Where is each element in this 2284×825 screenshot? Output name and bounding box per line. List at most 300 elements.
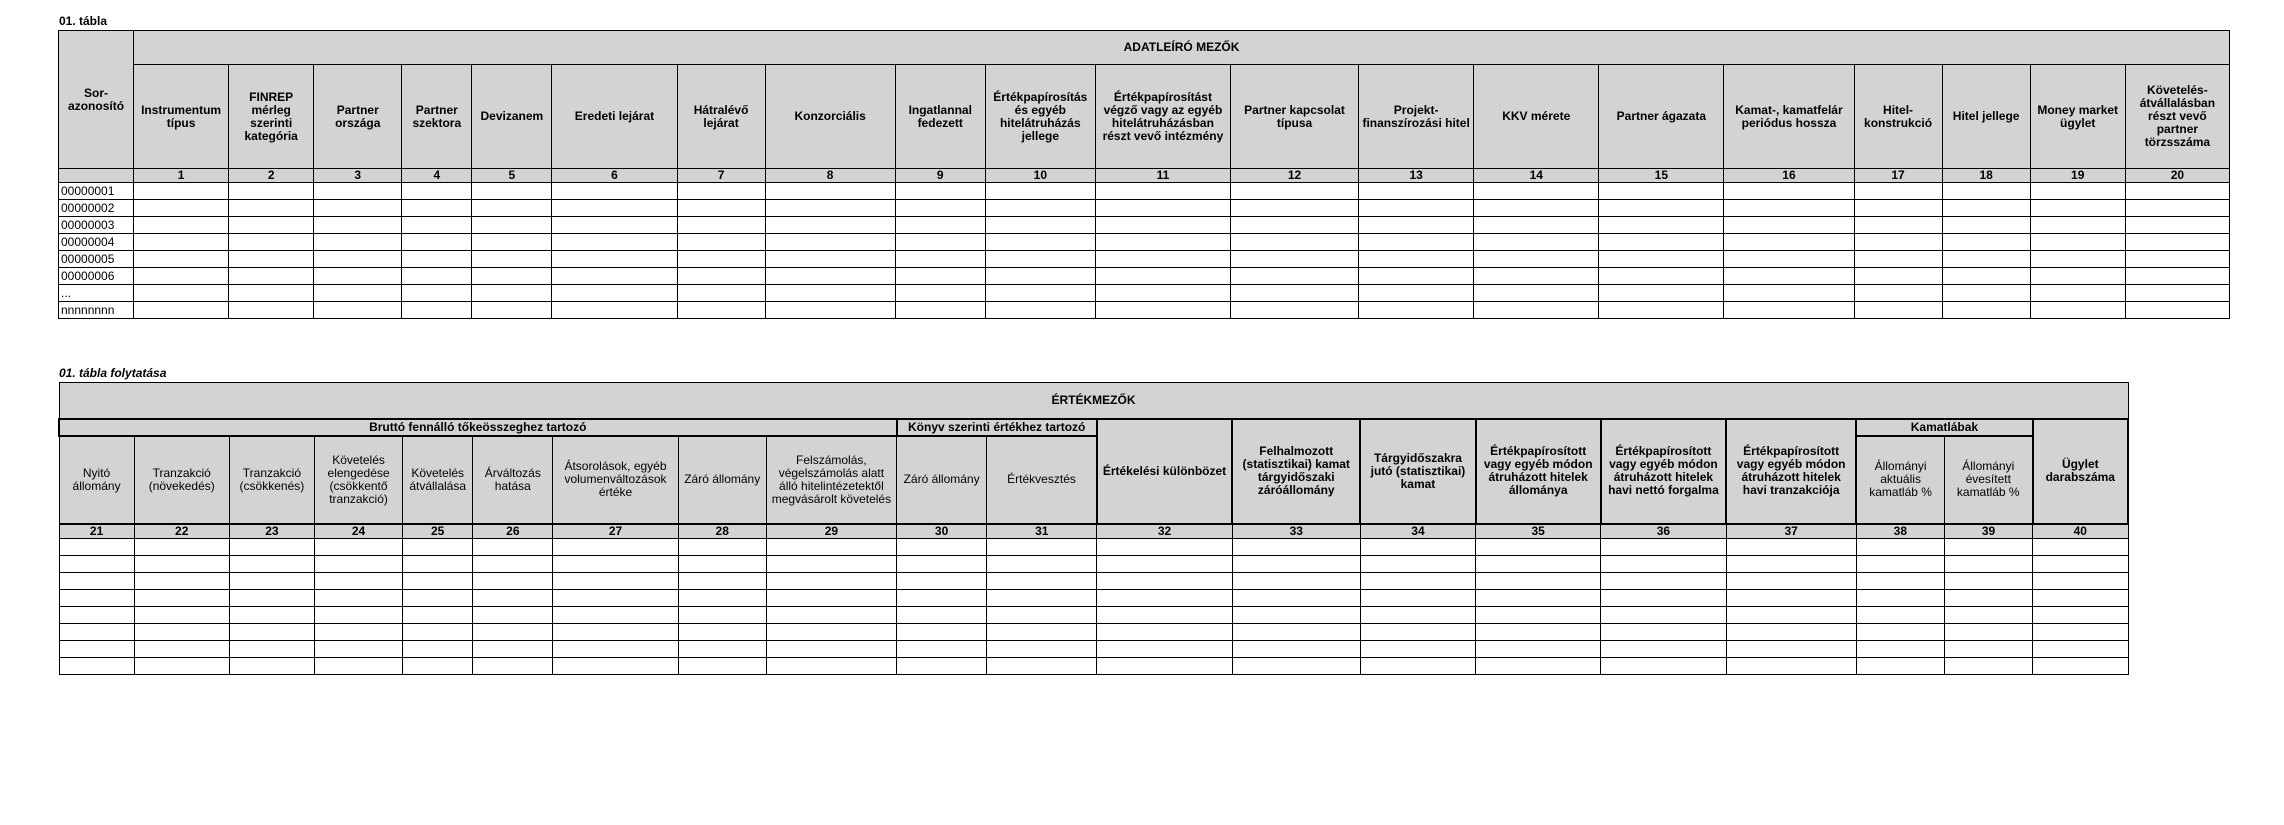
data-cell[interactable]	[134, 268, 229, 285]
data-cell[interactable]	[1474, 217, 1599, 234]
data-cell[interactable]	[2030, 183, 2125, 200]
data-cell[interactable]	[1095, 302, 1230, 319]
data-cell[interactable]	[1854, 268, 1942, 285]
data-cell[interactable]	[1726, 623, 1856, 640]
data-cell[interactable]	[473, 572, 553, 589]
data-cell[interactable]	[1599, 234, 1724, 251]
data-cell[interactable]	[229, 538, 314, 555]
data-cell[interactable]	[59, 555, 134, 572]
data-cell[interactable]	[1724, 200, 1854, 217]
data-cell[interactable]	[314, 589, 402, 606]
data-cell[interactable]	[1856, 606, 1944, 623]
data-cell[interactable]	[1097, 538, 1232, 555]
data-cell[interactable]	[229, 285, 314, 302]
data-cell[interactable]	[552, 217, 677, 234]
data-cell[interactable]	[403, 572, 473, 589]
data-cell[interactable]	[897, 538, 987, 555]
data-cell[interactable]	[229, 251, 314, 268]
data-cell[interactable]	[766, 589, 896, 606]
data-cell[interactable]	[765, 251, 895, 268]
data-cell[interactable]	[1944, 657, 2032, 674]
data-cell[interactable]	[402, 302, 472, 319]
data-cell[interactable]	[1474, 183, 1599, 200]
data-cell[interactable]	[1097, 623, 1232, 640]
data-cell[interactable]	[314, 200, 402, 217]
data-cell[interactable]	[1095, 285, 1230, 302]
data-cell[interactable]	[403, 555, 473, 572]
data-cell[interactable]	[1230, 234, 1358, 251]
data-cell[interactable]	[897, 640, 987, 657]
data-cell[interactable]	[314, 555, 402, 572]
data-cell[interactable]	[1360, 657, 1475, 674]
data-cell[interactable]	[134, 234, 229, 251]
data-cell[interactable]	[2125, 268, 2229, 285]
data-cell[interactable]	[1359, 200, 1474, 217]
data-cell[interactable]	[1942, 251, 2030, 268]
data-cell[interactable]	[678, 555, 766, 572]
data-cell[interactable]	[1476, 538, 1601, 555]
data-cell[interactable]	[2030, 217, 2125, 234]
data-cell[interactable]	[1230, 217, 1358, 234]
data-cell[interactable]	[552, 183, 677, 200]
data-cell[interactable]	[314, 285, 402, 302]
data-cell[interactable]	[59, 538, 134, 555]
data-cell[interactable]	[472, 302, 552, 319]
data-cell[interactable]	[678, 572, 766, 589]
data-cell[interactable]	[766, 572, 896, 589]
data-cell[interactable]	[1724, 302, 1854, 319]
data-cell[interactable]	[2125, 183, 2229, 200]
data-cell[interactable]	[1359, 183, 1474, 200]
data-cell[interactable]	[472, 217, 552, 234]
data-cell[interactable]	[897, 555, 987, 572]
data-cell[interactable]	[1724, 217, 1854, 234]
data-cell[interactable]	[1359, 285, 1474, 302]
data-cell[interactable]	[229, 183, 314, 200]
data-cell[interactable]	[1232, 606, 1360, 623]
data-cell[interactable]	[473, 640, 553, 657]
data-cell[interactable]	[553, 606, 678, 623]
data-cell[interactable]	[1724, 285, 1854, 302]
data-cell[interactable]	[2030, 268, 2125, 285]
data-cell[interactable]	[1360, 572, 1475, 589]
data-cell[interactable]	[1854, 217, 1942, 234]
data-cell[interactable]	[314, 657, 402, 674]
data-cell[interactable]	[1944, 589, 2032, 606]
data-cell[interactable]	[1724, 183, 1854, 200]
data-cell[interactable]	[2125, 234, 2229, 251]
data-cell[interactable]	[897, 606, 987, 623]
data-cell[interactable]	[134, 589, 229, 606]
data-cell[interactable]	[1942, 302, 2030, 319]
data-cell[interactable]	[1476, 640, 1601, 657]
data-cell[interactable]	[1856, 589, 1944, 606]
data-cell[interactable]	[1360, 538, 1475, 555]
data-cell[interactable]	[677, 268, 765, 285]
data-cell[interactable]	[678, 623, 766, 640]
data-cell[interactable]	[134, 657, 229, 674]
data-cell[interactable]	[553, 589, 678, 606]
data-cell[interactable]	[1097, 572, 1232, 589]
data-cell[interactable]	[895, 234, 985, 251]
data-cell[interactable]	[1095, 200, 1230, 217]
data-cell[interactable]	[1360, 555, 1475, 572]
data-cell[interactable]	[1232, 640, 1360, 657]
data-cell[interactable]	[678, 606, 766, 623]
data-cell[interactable]	[1474, 268, 1599, 285]
data-cell[interactable]	[2030, 285, 2125, 302]
data-cell[interactable]	[1854, 285, 1942, 302]
data-cell[interactable]	[229, 589, 314, 606]
data-cell[interactable]	[1601, 538, 1726, 555]
data-cell[interactable]	[403, 640, 473, 657]
data-cell[interactable]	[59, 657, 134, 674]
data-cell[interactable]	[472, 183, 552, 200]
data-cell[interactable]	[765, 285, 895, 302]
data-cell[interactable]	[473, 555, 553, 572]
data-cell[interactable]	[1856, 538, 1944, 555]
data-cell[interactable]	[678, 657, 766, 674]
data-cell[interactable]	[1230, 183, 1358, 200]
data-cell[interactable]	[766, 623, 896, 640]
data-cell[interactable]	[552, 251, 677, 268]
data-cell[interactable]	[1942, 285, 2030, 302]
data-cell[interactable]	[402, 234, 472, 251]
data-cell[interactable]	[1232, 572, 1360, 589]
data-cell[interactable]	[553, 640, 678, 657]
data-cell[interactable]	[765, 183, 895, 200]
data-cell[interactable]	[229, 555, 314, 572]
data-cell[interactable]	[1599, 251, 1724, 268]
data-cell[interactable]	[765, 268, 895, 285]
data-cell[interactable]	[1726, 606, 1856, 623]
data-cell[interactable]	[1726, 657, 1856, 674]
data-cell[interactable]	[895, 285, 985, 302]
data-cell[interactable]	[314, 623, 402, 640]
data-cell[interactable]	[1474, 302, 1599, 319]
data-cell[interactable]	[314, 183, 402, 200]
data-cell[interactable]	[987, 640, 1097, 657]
data-cell[interactable]	[1474, 285, 1599, 302]
data-cell[interactable]	[402, 217, 472, 234]
data-cell[interactable]	[134, 251, 229, 268]
data-cell[interactable]	[1724, 251, 1854, 268]
data-cell[interactable]	[1944, 572, 2032, 589]
data-cell[interactable]	[987, 657, 1097, 674]
data-cell[interactable]	[134, 606, 229, 623]
data-cell[interactable]	[1230, 251, 1358, 268]
data-cell[interactable]	[1944, 640, 2032, 657]
data-cell[interactable]	[314, 251, 402, 268]
data-cell[interactable]	[1724, 268, 1854, 285]
data-cell[interactable]	[1359, 302, 1474, 319]
data-cell[interactable]	[314, 302, 402, 319]
data-cell[interactable]	[765, 200, 895, 217]
data-cell[interactable]	[472, 285, 552, 302]
data-cell[interactable]	[1944, 606, 2032, 623]
data-cell[interactable]	[1601, 572, 1726, 589]
data-cell[interactable]	[1360, 640, 1475, 657]
data-cell[interactable]	[2033, 555, 2128, 572]
data-cell[interactable]	[2125, 200, 2229, 217]
data-cell[interactable]	[1097, 555, 1232, 572]
data-cell[interactable]	[1232, 623, 1360, 640]
data-cell[interactable]	[766, 555, 896, 572]
data-cell[interactable]	[229, 234, 314, 251]
data-cell[interactable]	[553, 623, 678, 640]
data-cell[interactable]	[1601, 606, 1726, 623]
data-cell[interactable]	[985, 302, 1095, 319]
data-cell[interactable]	[985, 251, 1095, 268]
data-cell[interactable]	[677, 183, 765, 200]
data-cell[interactable]	[402, 251, 472, 268]
data-cell[interactable]	[765, 302, 895, 319]
data-cell[interactable]	[1854, 302, 1942, 319]
data-cell[interactable]	[1854, 200, 1942, 217]
data-cell[interactable]	[1942, 183, 2030, 200]
data-cell[interactable]	[678, 589, 766, 606]
data-cell[interactable]	[59, 640, 134, 657]
data-cell[interactable]	[2030, 234, 2125, 251]
data-cell[interactable]	[229, 572, 314, 589]
data-cell[interactable]	[677, 234, 765, 251]
data-cell[interactable]	[985, 200, 1095, 217]
data-cell[interactable]	[1942, 217, 2030, 234]
data-cell[interactable]	[403, 657, 473, 674]
data-cell[interactable]	[59, 623, 134, 640]
data-cell[interactable]	[1724, 234, 1854, 251]
data-cell[interactable]	[1856, 657, 1944, 674]
data-cell[interactable]	[2033, 640, 2128, 657]
data-cell[interactable]	[1359, 217, 1474, 234]
data-cell[interactable]	[472, 251, 552, 268]
data-cell[interactable]	[1474, 251, 1599, 268]
data-cell[interactable]	[314, 268, 402, 285]
data-cell[interactable]	[1232, 555, 1360, 572]
data-cell[interactable]	[314, 640, 402, 657]
data-cell[interactable]	[985, 285, 1095, 302]
data-cell[interactable]	[472, 234, 552, 251]
data-cell[interactable]	[403, 589, 473, 606]
data-cell[interactable]	[134, 623, 229, 640]
data-cell[interactable]	[229, 606, 314, 623]
data-cell[interactable]	[1856, 640, 1944, 657]
data-cell[interactable]	[1599, 285, 1724, 302]
data-cell[interactable]	[2033, 623, 2128, 640]
data-cell[interactable]	[1726, 640, 1856, 657]
data-cell[interactable]	[473, 623, 553, 640]
data-cell[interactable]	[2125, 285, 2229, 302]
data-cell[interactable]	[473, 657, 553, 674]
data-cell[interactable]	[1359, 251, 1474, 268]
data-cell[interactable]	[1601, 623, 1726, 640]
data-cell[interactable]	[987, 555, 1097, 572]
data-cell[interactable]	[1476, 657, 1601, 674]
data-cell[interactable]	[1942, 268, 2030, 285]
data-cell[interactable]	[134, 538, 229, 555]
data-cell[interactable]	[897, 623, 987, 640]
data-cell[interactable]	[1359, 234, 1474, 251]
data-cell[interactable]	[1856, 623, 1944, 640]
data-cell[interactable]	[677, 285, 765, 302]
data-cell[interactable]	[59, 589, 134, 606]
data-cell[interactable]	[677, 302, 765, 319]
data-cell[interactable]	[1232, 538, 1360, 555]
data-cell[interactable]	[1232, 589, 1360, 606]
data-cell[interactable]	[472, 200, 552, 217]
data-cell[interactable]	[1095, 217, 1230, 234]
data-cell[interactable]	[1856, 555, 1944, 572]
data-cell[interactable]	[1097, 640, 1232, 657]
data-cell[interactable]	[1599, 183, 1724, 200]
data-cell[interactable]	[314, 606, 402, 623]
data-cell[interactable]	[473, 606, 553, 623]
data-cell[interactable]	[1230, 285, 1358, 302]
data-cell[interactable]	[134, 217, 229, 234]
data-cell[interactable]	[1856, 572, 1944, 589]
data-cell[interactable]	[1726, 555, 1856, 572]
data-cell[interactable]	[987, 623, 1097, 640]
data-cell[interactable]	[402, 200, 472, 217]
data-cell[interactable]	[553, 657, 678, 674]
data-cell[interactable]	[1360, 623, 1475, 640]
data-cell[interactable]	[229, 657, 314, 674]
data-cell[interactable]	[553, 555, 678, 572]
data-cell[interactable]	[402, 183, 472, 200]
data-cell[interactable]	[2030, 251, 2125, 268]
data-cell[interactable]	[1599, 217, 1724, 234]
data-cell[interactable]	[1095, 183, 1230, 200]
data-cell[interactable]	[2033, 538, 2128, 555]
data-cell[interactable]	[1726, 589, 1856, 606]
data-cell[interactable]	[1944, 555, 2032, 572]
data-cell[interactable]	[552, 234, 677, 251]
data-cell[interactable]	[1359, 268, 1474, 285]
data-cell[interactable]	[1944, 623, 2032, 640]
data-cell[interactable]	[1476, 572, 1601, 589]
data-cell[interactable]	[1360, 606, 1475, 623]
data-cell[interactable]	[1599, 200, 1724, 217]
data-cell[interactable]	[895, 268, 985, 285]
data-cell[interactable]	[134, 302, 229, 319]
data-cell[interactable]	[403, 606, 473, 623]
data-cell[interactable]	[314, 538, 402, 555]
data-cell[interactable]	[1726, 572, 1856, 589]
data-cell[interactable]	[59, 572, 134, 589]
data-cell[interactable]	[1599, 268, 1724, 285]
data-cell[interactable]	[1230, 268, 1358, 285]
data-cell[interactable]	[229, 217, 314, 234]
data-cell[interactable]	[897, 572, 987, 589]
data-cell[interactable]	[134, 572, 229, 589]
data-cell[interactable]	[1095, 251, 1230, 268]
data-cell[interactable]	[1599, 302, 1724, 319]
data-cell[interactable]	[677, 251, 765, 268]
data-cell[interactable]	[2033, 589, 2128, 606]
data-cell[interactable]	[987, 606, 1097, 623]
data-cell[interactable]	[987, 572, 1097, 589]
data-cell[interactable]	[895, 200, 985, 217]
data-cell[interactable]	[1726, 538, 1856, 555]
data-cell[interactable]	[1474, 200, 1599, 217]
data-cell[interactable]	[1095, 268, 1230, 285]
data-cell[interactable]	[2033, 606, 2128, 623]
data-cell[interactable]	[314, 217, 402, 234]
data-cell[interactable]	[1476, 606, 1601, 623]
data-cell[interactable]	[677, 200, 765, 217]
data-cell[interactable]	[765, 234, 895, 251]
data-cell[interactable]	[552, 200, 677, 217]
data-cell[interactable]	[1601, 657, 1726, 674]
data-cell[interactable]	[2125, 302, 2229, 319]
data-cell[interactable]	[403, 623, 473, 640]
data-cell[interactable]	[985, 183, 1095, 200]
data-cell[interactable]	[895, 302, 985, 319]
data-cell[interactable]	[229, 200, 314, 217]
data-cell[interactable]	[134, 285, 229, 302]
data-cell[interactable]	[1942, 234, 2030, 251]
data-cell[interactable]	[134, 200, 229, 217]
data-cell[interactable]	[985, 217, 1095, 234]
data-cell[interactable]	[552, 285, 677, 302]
data-cell[interactable]	[895, 251, 985, 268]
data-cell[interactable]	[678, 640, 766, 657]
data-cell[interactable]	[1601, 589, 1726, 606]
data-cell[interactable]	[552, 268, 677, 285]
data-cell[interactable]	[1601, 640, 1726, 657]
data-cell[interactable]	[1097, 606, 1232, 623]
data-cell[interactable]	[403, 538, 473, 555]
data-cell[interactable]	[1097, 589, 1232, 606]
data-cell[interactable]	[134, 555, 229, 572]
data-cell[interactable]	[1230, 302, 1358, 319]
data-cell[interactable]	[552, 302, 677, 319]
data-cell[interactable]	[2125, 251, 2229, 268]
data-cell[interactable]	[473, 589, 553, 606]
data-cell[interactable]	[987, 589, 1097, 606]
data-cell[interactable]	[766, 606, 896, 623]
data-cell[interactable]	[1942, 200, 2030, 217]
data-cell[interactable]	[985, 234, 1095, 251]
data-cell[interactable]	[766, 538, 896, 555]
data-cell[interactable]	[2033, 572, 2128, 589]
data-cell[interactable]	[1854, 251, 1942, 268]
data-cell[interactable]	[1476, 589, 1601, 606]
data-cell[interactable]	[229, 640, 314, 657]
data-cell[interactable]	[895, 217, 985, 234]
data-cell[interactable]	[134, 640, 229, 657]
data-cell[interactable]	[678, 538, 766, 555]
data-cell[interactable]	[59, 606, 134, 623]
data-cell[interactable]	[1476, 623, 1601, 640]
data-cell[interactable]	[1097, 657, 1232, 674]
data-cell[interactable]	[987, 538, 1097, 555]
data-cell[interactable]	[1232, 657, 1360, 674]
data-cell[interactable]	[2033, 657, 2128, 674]
data-cell[interactable]	[134, 183, 229, 200]
data-cell[interactable]	[1601, 555, 1726, 572]
data-cell[interactable]	[766, 640, 896, 657]
data-cell[interactable]	[1854, 234, 1942, 251]
data-cell[interactable]	[895, 183, 985, 200]
data-cell[interactable]	[553, 572, 678, 589]
data-cell[interactable]	[765, 217, 895, 234]
data-cell[interactable]	[2030, 200, 2125, 217]
data-cell[interactable]	[1230, 200, 1358, 217]
data-cell[interactable]	[677, 217, 765, 234]
data-cell[interactable]	[472, 268, 552, 285]
data-cell[interactable]	[1476, 555, 1601, 572]
